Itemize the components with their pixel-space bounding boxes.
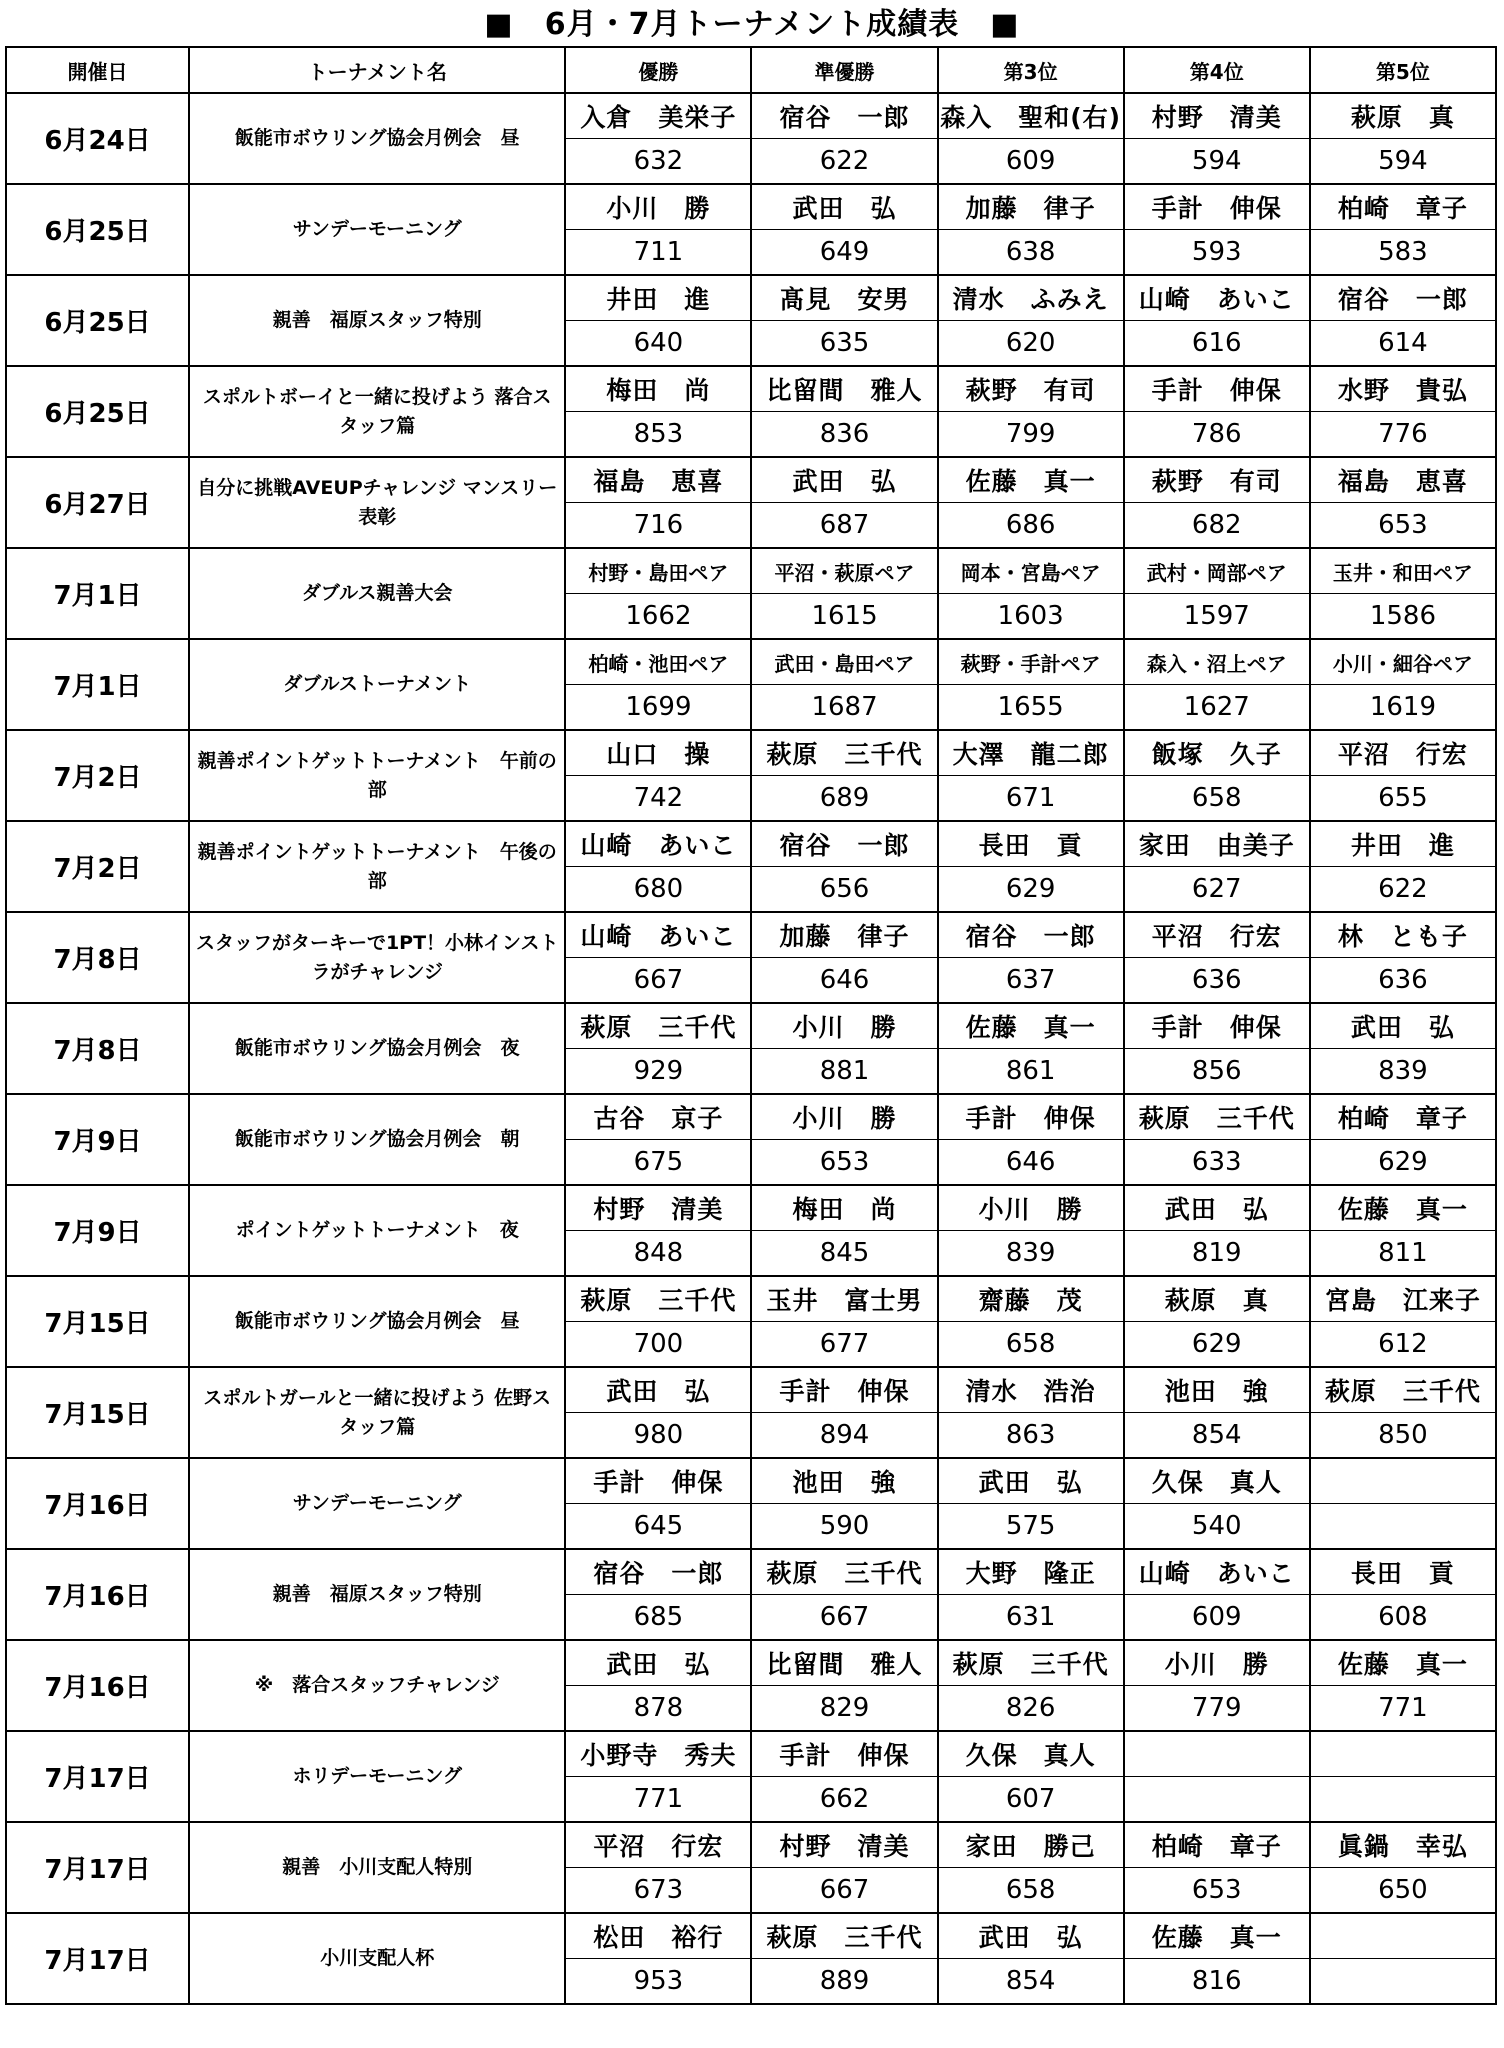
event-date: 7月9日 [6,1185,189,1276]
event-date: 7月9日 [6,1094,189,1185]
tournament-name: 親善 福原スタッフ特別 [189,1549,565,1640]
rank-4-score: 653 [1124,1868,1310,1914]
rank-1-name: 村野・島田ペア [565,548,751,594]
rank-4-score: 636 [1124,958,1310,1004]
rank-4-score: 540 [1124,1504,1310,1550]
tournament-name: 小川支配人杯 [189,1913,565,2004]
table-row [6,1185,1496,1231]
rank-1-name: 山崎 あいこ [565,821,751,867]
table-row [6,730,1496,776]
rank-3-score: 839 [938,1231,1124,1277]
rank-1-name: 手計 伸保 [565,1458,751,1504]
rank-5-score: 1619 [1310,685,1496,731]
table-row [6,1549,1496,1595]
rank-1-score: 1699 [565,685,751,731]
rank-1-score: 685 [565,1595,751,1641]
rank-5-name [1310,1458,1496,1504]
rank-4-name: 手計 伸保 [1124,1003,1310,1049]
rank-1-name: 山口 操 [565,730,751,776]
rank-5-score: 636 [1310,958,1496,1004]
rank-1-name: 梅田 尚 [565,366,751,412]
rank-4-score: 779 [1124,1686,1310,1732]
rank-3-score: 629 [938,867,1124,913]
table-row [6,821,1496,867]
rank-4-name: 佐藤 真一 [1124,1913,1310,1959]
rank-2-score: 653 [751,1140,937,1186]
header-rank-5: 第5位 [1310,47,1496,93]
rank-4-score: 616 [1124,321,1310,367]
rank-4-name: 手計 伸保 [1124,366,1310,412]
rank-3-score: 638 [938,230,1124,276]
rank-2-name: 比留間 雅人 [751,1640,937,1686]
rank-2-name: 萩原 三千代 [751,1913,937,1959]
table-row [6,1094,1496,1140]
rank-4-name: 柏崎 章子 [1124,1822,1310,1868]
event-date: 7月1日 [6,548,189,639]
rank-3-name: 岡本・宮島ペア [938,548,1124,594]
rank-2-score: 894 [751,1413,937,1459]
rank-1-score: 675 [565,1140,751,1186]
tournament-name: スタッフがターキーで1PT！小林インストラがチャレンジ [189,912,565,1003]
rank-2-score: 656 [751,867,937,913]
rank-5-name: 柏崎 章子 [1310,1094,1496,1140]
rank-3-name: 萩野 有司 [938,366,1124,412]
rank-4-name [1124,1731,1310,1777]
rank-4-score: 1627 [1124,685,1310,731]
rank-4-score: 854 [1124,1413,1310,1459]
rank-3-name: 久保 真人 [938,1731,1124,1777]
rank-4-name: 森入・沼上ペア [1124,639,1310,685]
rank-2-name: 梅田 尚 [751,1185,937,1231]
rank-4-score: 609 [1124,1595,1310,1641]
header-rank-4: 第4位 [1124,47,1310,93]
table-row [6,1731,1496,1777]
event-date: 7月8日 [6,912,189,1003]
rank-4-name: 池田 強 [1124,1367,1310,1413]
table-row [6,184,1496,230]
rank-5-name: 長田 貢 [1310,1549,1496,1595]
rank-4-name: 村野 清美 [1124,93,1310,139]
rank-5-score: 583 [1310,230,1496,276]
rank-5-name: 眞鍋 幸弘 [1310,1822,1496,1868]
rank-4-name: 萩原 真 [1124,1276,1310,1322]
rank-3-score: 1655 [938,685,1124,731]
rank-3-name: 大澤 龍二郎 [938,730,1124,776]
event-date: 7月16日 [6,1549,189,1640]
tournament-name: 飯能市ボウリング協会月例会 朝 [189,1094,565,1185]
rank-2-name: 手計 伸保 [751,1731,937,1777]
event-date: 6月27日 [6,457,189,548]
rank-2-score: 836 [751,412,937,458]
rank-5-name [1310,1913,1496,1959]
rank-5-name: 武田 弘 [1310,1003,1496,1049]
rank-3-score: 826 [938,1686,1124,1732]
rank-2-score: 845 [751,1231,937,1277]
header-date: 開催日 [6,47,189,93]
header-row [6,47,1496,93]
rank-3-name: 萩原 三千代 [938,1640,1124,1686]
tournament-name: サンデーモーニング [189,184,565,275]
table-row [6,1822,1496,1868]
rank-3-name: 小川 勝 [938,1185,1124,1231]
rank-5-score: 650 [1310,1868,1496,1914]
rank-4-score: 816 [1124,1959,1310,2005]
rank-2-score: 622 [751,139,937,185]
rank-1-name: 小野寺 秀夫 [565,1731,751,1777]
rank-3-score: 637 [938,958,1124,1004]
tournament-name: 親善 小川支配人特別 [189,1822,565,1913]
rank-5-name: 林 とも子 [1310,912,1496,958]
rank-1-score: 853 [565,412,751,458]
header-rank-2: 準優勝 [751,47,937,93]
rank-2-score: 635 [751,321,937,367]
rank-3-score: 863 [938,1413,1124,1459]
rank-3-score: 609 [938,139,1124,185]
event-date: 7月2日 [6,730,189,821]
rank-5-score: 771 [1310,1686,1496,1732]
rank-2-name: 加藤 律子 [751,912,937,958]
table-row [6,1640,1496,1686]
rank-1-score: 640 [565,321,751,367]
rank-5-score: 1586 [1310,594,1496,640]
rank-2-name: 髙見 安男 [751,275,937,321]
rank-4-score [1124,1777,1310,1823]
rank-2-name: 池田 強 [751,1458,937,1504]
rank-2-score: 646 [751,958,937,1004]
rank-5-name: 井田 進 [1310,821,1496,867]
rank-1-name: 萩原 三千代 [565,1003,751,1049]
rank-1-name: 武田 弘 [565,1367,751,1413]
rank-4-name: 武村・岡部ペア [1124,548,1310,594]
rank-4-score: 627 [1124,867,1310,913]
rank-2-score: 649 [751,230,937,276]
rank-5-score [1310,1504,1496,1550]
rank-2-score: 889 [751,1959,937,2005]
rank-3-score: 861 [938,1049,1124,1095]
tournament-name: ポイントゲットトーナメント 夜 [189,1185,565,1276]
rank-3-name: 武田 弘 [938,1913,1124,1959]
table-row [6,1003,1496,1049]
rank-5-score: 653 [1310,503,1496,549]
rank-3-name: 佐藤 真一 [938,457,1124,503]
rank-5-name: 佐藤 真一 [1310,1640,1496,1686]
rank-2-name: 宿谷 一郎 [751,93,937,139]
rank-1-name: 福島 恵喜 [565,457,751,503]
table-row [6,275,1496,321]
rank-5-score: 776 [1310,412,1496,458]
event-date: 6月25日 [6,184,189,275]
rank-3-score: 607 [938,1777,1124,1823]
table-row [6,1276,1496,1322]
rank-5-name: 水野 貴弘 [1310,366,1496,412]
event-date: 6月25日 [6,366,189,457]
rank-3-score: 671 [938,776,1124,822]
rank-2-name: 手計 伸保 [751,1367,937,1413]
rank-4-score: 819 [1124,1231,1310,1277]
rank-4-score: 629 [1124,1322,1310,1368]
rank-4-score: 682 [1124,503,1310,549]
event-date: 7月1日 [6,639,189,730]
tournament-name: ダブルス親善大会 [189,548,565,639]
rank-2-name: 萩原 三千代 [751,1549,937,1595]
rank-5-name: 宿谷 一郎 [1310,275,1496,321]
tournament-name: 親善ポイントゲットトーナメント 午後の部 [189,821,565,912]
rank-1-score: 848 [565,1231,751,1277]
header-rank-3: 第3位 [938,47,1124,93]
rank-1-name: 柏崎・池田ペア [565,639,751,685]
rank-1-score: 700 [565,1322,751,1368]
rank-3-score: 658 [938,1868,1124,1914]
rank-1-name: 萩原 三千代 [565,1276,751,1322]
tournament-name: ホリデーモーニング [189,1731,565,1822]
event-date: 7月17日 [6,1731,189,1822]
tournament-name: 飯能市ボウリング協会月例会 昼 [189,1276,565,1367]
rank-2-score: 829 [751,1686,937,1732]
rank-2-score: 687 [751,503,937,549]
rank-3-name: 大野 隆正 [938,1549,1124,1595]
event-date: 7月8日 [6,1003,189,1094]
rank-1-name: 宿谷 一郎 [565,1549,751,1595]
tournament-name: スポルトガールと一緒に投げよう 佐野スタッフ篇 [189,1367,565,1458]
rank-2-score: 662 [751,1777,937,1823]
rank-4-score: 786 [1124,412,1310,458]
rank-2-name: 武田 弘 [751,457,937,503]
rank-4-name: 小川 勝 [1124,1640,1310,1686]
rank-4-score: 593 [1124,230,1310,276]
rank-3-score: 620 [938,321,1124,367]
rank-5-name: 宮島 江来子 [1310,1276,1496,1322]
rank-4-name: 久保 真人 [1124,1458,1310,1504]
rank-4-score: 658 [1124,776,1310,822]
rank-4-name: 平沼 行宏 [1124,912,1310,958]
rank-5-name: 玉井・和田ペア [1310,548,1496,594]
event-date: 7月15日 [6,1367,189,1458]
table-row [6,457,1496,503]
rank-5-name: 福島 恵喜 [1310,457,1496,503]
rank-2-name: 村野 清美 [751,1822,937,1868]
event-date: 6月25日 [6,275,189,366]
rank-5-score [1310,1777,1496,1823]
rank-2-name: 宿谷 一郎 [751,821,937,867]
table-row [6,366,1496,412]
rank-4-name: 山崎 あいこ [1124,1549,1310,1595]
rank-3-name: 森入 聖和(右) [938,93,1124,139]
rank-3-name: 清水 ふみえ [938,275,1124,321]
rank-2-score: 667 [751,1868,937,1914]
rank-5-score: 612 [1310,1322,1496,1368]
rank-1-name: 武田 弘 [565,1640,751,1686]
rank-3-name: 長田 貢 [938,821,1124,867]
rank-4-name: 家田 由美子 [1124,821,1310,867]
rank-4-name: 山崎 あいこ [1124,275,1310,321]
rank-2-name: 玉井 富士男 [751,1276,937,1322]
table-row [6,1367,1496,1413]
rank-4-score: 594 [1124,139,1310,185]
rank-5-score: 594 [1310,139,1496,185]
rank-3-name: 清水 浩治 [938,1367,1124,1413]
rank-3-name: 武田 弘 [938,1458,1124,1504]
rank-5-name: 小川・細谷ペア [1310,639,1496,685]
rank-3-score: 658 [938,1322,1124,1368]
table-row [6,639,1496,685]
header-rank-1: 優勝 [565,47,751,93]
rank-1-name: 松田 裕行 [565,1913,751,1959]
rank-2-name: 小川 勝 [751,1094,937,1140]
rank-1-score: 878 [565,1686,751,1732]
results-table [5,46,1497,2005]
rank-3-score: 799 [938,412,1124,458]
rank-5-name: 平沼 行宏 [1310,730,1496,776]
rank-1-name: 平沼 行宏 [565,1822,751,1868]
event-date: 7月2日 [6,821,189,912]
rank-3-name: 宿谷 一郎 [938,912,1124,958]
rank-4-name: 手計 伸保 [1124,184,1310,230]
table-row [6,548,1496,594]
table-row [6,912,1496,958]
rank-5-name [1310,1731,1496,1777]
rank-3-score: 854 [938,1959,1124,2005]
rank-1-score: 1662 [565,594,751,640]
rank-5-score: 608 [1310,1595,1496,1641]
rank-5-score: 622 [1310,867,1496,913]
rank-5-score: 811 [1310,1231,1496,1277]
rank-4-score: 856 [1124,1049,1310,1095]
rank-2-score: 881 [751,1049,937,1095]
rank-1-name: 小川 勝 [565,184,751,230]
rank-1-score: 716 [565,503,751,549]
tournament-name: サンデーモーニング [189,1458,565,1549]
rank-3-name: 家田 勝己 [938,1822,1124,1868]
rank-1-score: 980 [565,1413,751,1459]
rank-2-name: 平沼・萩原ペア [751,548,937,594]
rank-2-name: 武田 弘 [751,184,937,230]
rank-1-score: 673 [565,1868,751,1914]
rank-2-name: 比留間 雅人 [751,366,937,412]
rank-2-score: 590 [751,1504,937,1550]
rank-2-name: 武田・島田ペア [751,639,937,685]
rank-5-score: 655 [1310,776,1496,822]
rank-3-name: 萩野・手計ペア [938,639,1124,685]
rank-4-score: 1597 [1124,594,1310,640]
rank-5-score: 629 [1310,1140,1496,1186]
rank-5-name: 萩原 真 [1310,93,1496,139]
rank-1-score: 771 [565,1777,751,1823]
rank-1-score: 632 [565,139,751,185]
rank-3-score: 1603 [938,594,1124,640]
event-date: 7月15日 [6,1276,189,1367]
rank-3-score: 646 [938,1140,1124,1186]
tournament-name: 親善ポイントゲットトーナメント 午前の部 [189,730,565,821]
rank-2-score: 1687 [751,685,937,731]
event-date: 7月17日 [6,1822,189,1913]
table-row [6,93,1496,139]
rank-4-name: 萩原 三千代 [1124,1094,1310,1140]
rank-4-name: 武田 弘 [1124,1185,1310,1231]
rank-3-score: 575 [938,1504,1124,1550]
tournament-name: 飯能市ボウリング協会月例会 昼 [189,93,565,184]
event-date: 6月24日 [6,93,189,184]
event-date: 7月16日 [6,1640,189,1731]
tournament-name: 自分に挑戦AVEUPチャレンジ マンスリー表彰 [189,457,565,548]
rank-1-score: 742 [565,776,751,822]
table-row [6,1458,1496,1504]
rank-5-score: 839 [1310,1049,1496,1095]
rank-5-score: 614 [1310,321,1496,367]
rank-1-name: 村野 清美 [565,1185,751,1231]
tournament-name: スポルトボーイと一緒に投げよう 落合スタッフ篇 [189,366,565,457]
rank-5-name: 萩原 三千代 [1310,1367,1496,1413]
rank-3-name: 佐藤 真一 [938,1003,1124,1049]
event-date: 7月16日 [6,1458,189,1549]
rank-1-score: 953 [565,1959,751,2005]
rank-1-score: 929 [565,1049,751,1095]
rank-2-score: 677 [751,1322,937,1368]
rank-3-name: 加藤 律子 [938,184,1124,230]
event-date: 7月17日 [6,1913,189,2004]
rank-1-score: 711 [565,230,751,276]
rank-2-score: 667 [751,1595,937,1641]
tournament-name: ※ 落合スタッフチャレンジ [189,1640,565,1731]
rank-1-score: 667 [565,958,751,1004]
rank-1-name: 山崎 あいこ [565,912,751,958]
tournament-name: ダブルストーナメント [189,639,565,730]
rank-1-score: 645 [565,1504,751,1550]
results-body [6,93,1496,2004]
header-tournament: トーナメント名 [189,47,565,93]
table-row [6,1913,1496,1959]
rank-2-score: 689 [751,776,937,822]
rank-1-score: 680 [565,867,751,913]
rank-3-name: 齋藤 茂 [938,1276,1124,1322]
rank-4-score: 633 [1124,1140,1310,1186]
rank-2-name: 萩原 三千代 [751,730,937,776]
rank-5-name: 佐藤 真一 [1310,1185,1496,1231]
rank-2-score: 1615 [751,594,937,640]
rank-1-name: 古谷 京子 [565,1094,751,1140]
rank-3-score: 631 [938,1595,1124,1641]
tournament-name: 親善 福原スタッフ特別 [189,275,565,366]
rank-4-name: 飯塚 久子 [1124,730,1310,776]
rank-5-name: 柏崎 章子 [1310,184,1496,230]
rank-2-name: 小川 勝 [751,1003,937,1049]
tournament-name: 飯能市ボウリング協会月例会 夜 [189,1003,565,1094]
rank-1-name: 入倉 美栄子 [565,93,751,139]
rank-3-score: 686 [938,503,1124,549]
page-title: ■ 6月・7月トーナメント成績表 ■ [484,7,1020,42]
rank-5-score: 850 [1310,1413,1496,1459]
rank-4-name: 萩野 有司 [1124,457,1310,503]
rank-5-score [1310,1959,1496,2005]
rank-3-name: 手計 伸保 [938,1094,1124,1140]
rank-1-name: 井田 進 [565,275,751,321]
